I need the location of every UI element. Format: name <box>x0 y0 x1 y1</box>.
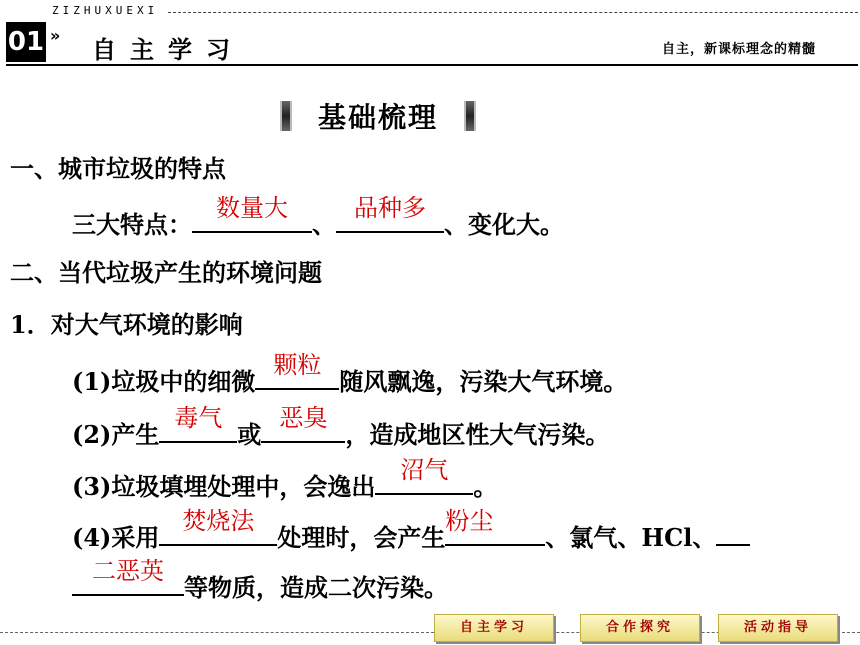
text: 、氯气、 <box>545 524 642 552</box>
header-dashed-line <box>168 12 858 13</box>
line-three-features <box>72 194 564 242</box>
text: 对大气环境的影响 <box>50 311 243 339</box>
item-2 <box>72 404 610 452</box>
header-subtitle: 自主，新课标理念的精髓 <box>662 42 817 57</box>
text: 、 <box>312 211 336 239</box>
nav-button-activity-guide[interactable]: 活动指导 <box>718 614 838 642</box>
item-number: 1． <box>10 310 51 339</box>
header-pinyin: ZIZHUXUEXI <box>52 4 159 17</box>
header-title: 自主学习 <box>92 36 244 64</box>
answer-blank <box>716 516 750 546</box>
text: 垃圾填埋处理中，会逸出 <box>111 473 376 501</box>
text: 三大特点： <box>72 211 192 239</box>
text: 采用 <box>111 524 160 552</box>
text: 随风飘逸，污染大气环境。 <box>339 368 628 396</box>
item-4-continued <box>72 557 448 605</box>
answer-blank <box>255 351 339 390</box>
answer-blank <box>445 507 545 546</box>
answer-blank <box>192 194 312 233</box>
right-bar-icon <box>464 101 476 131</box>
item-1 <box>72 351 628 399</box>
section-heading <box>280 96 476 136</box>
text: 垃圾中的细微 <box>111 368 256 396</box>
answer-blank <box>72 557 184 596</box>
answer-text: 焚烧法 <box>182 507 255 535</box>
text: 等物质，造成二次污染。 <box>184 574 448 602</box>
answer-text: 二恶英 <box>92 557 164 585</box>
answer-text: 粉尘 <box>445 507 494 535</box>
answer-blank <box>336 194 444 233</box>
heading-environment-problems: 二、当代垃圾产生的环境问题 <box>10 259 322 287</box>
item-3 <box>72 456 498 504</box>
answer-blank <box>159 404 237 443</box>
nav-button-cooperative-inquiry[interactable]: 合作探究 <box>580 614 700 642</box>
heading-city-garbage: 一、城市垃圾的特点 <box>10 155 226 183</box>
left-bar-icon <box>280 101 292 131</box>
text: 、变化大。 <box>444 211 564 239</box>
item-number: (1) <box>72 367 112 396</box>
answer-text: 数量大 <box>216 194 288 222</box>
item-number: (4) <box>72 523 112 552</box>
double-chevron-icon: » <box>50 26 61 45</box>
header-divider <box>6 64 858 66</box>
item-number: (2) <box>72 420 112 449</box>
nav-button-self-study[interactable]: 自主学习 <box>434 614 554 642</box>
section-number-badge: 01 <box>6 22 46 62</box>
answer-text: 毒气 <box>174 404 223 432</box>
text: 、 <box>692 524 717 552</box>
section-heading-text: 基础梳理 <box>318 101 439 134</box>
answer-blank <box>159 507 277 546</box>
text: ，造成地区性大气污染。 <box>345 421 610 449</box>
answer-blank <box>375 456 473 495</box>
text: 处理时，会产生 <box>277 524 446 552</box>
answer-text: 品种多 <box>354 194 426 222</box>
text: 。 <box>473 473 498 501</box>
item-4 <box>72 507 750 555</box>
answer-text: 沼气 <box>400 456 449 484</box>
answer-blank <box>261 404 345 443</box>
answer-text: 颗粒 <box>273 351 322 379</box>
answer-text: 恶臭 <box>279 404 328 432</box>
text: 或 <box>237 421 262 449</box>
text: 产生 <box>111 421 160 449</box>
hcl-text: HCl <box>641 523 693 552</box>
item-number: (3) <box>72 472 112 501</box>
heading-air-impact <box>10 308 243 342</box>
